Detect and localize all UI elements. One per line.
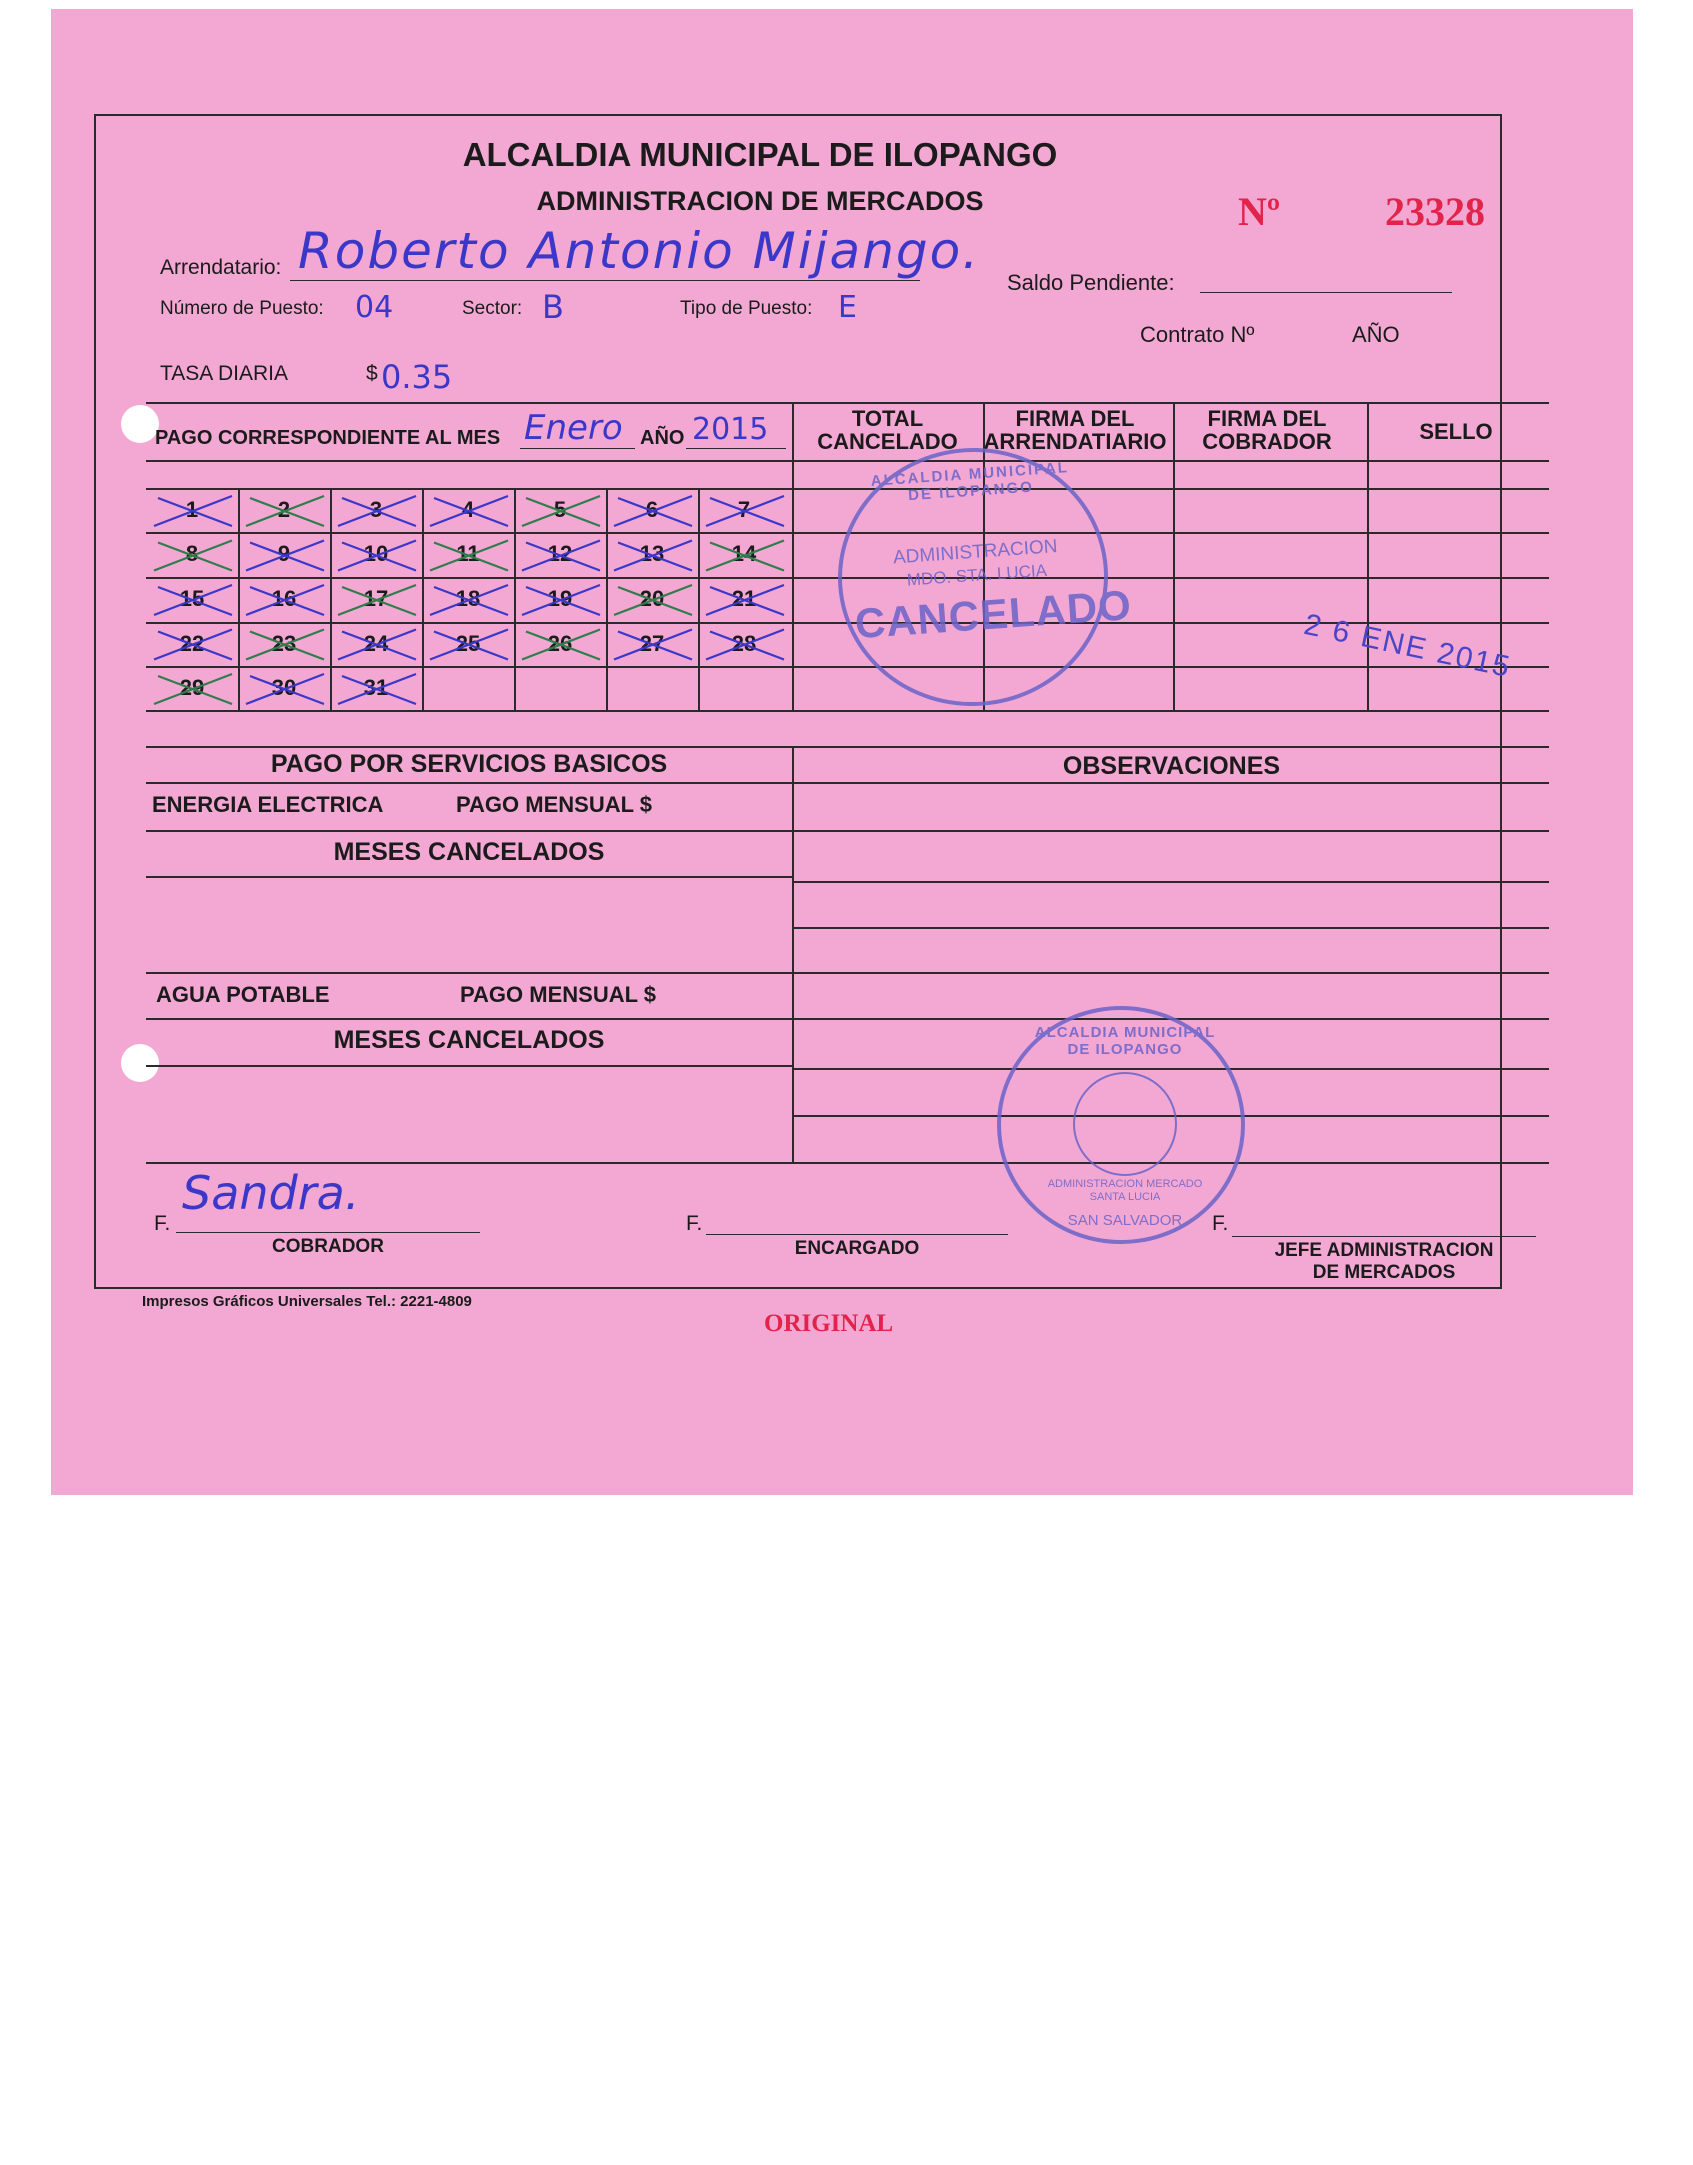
services-top-line	[146, 746, 1549, 748]
municipal-seal-ring-text: ALCALDIA MUNICIPAL DE ILOPANGO	[1034, 1024, 1216, 1058]
energia-label: ENERGIA ELECTRICA	[152, 792, 384, 817]
services-line-1	[146, 830, 1549, 832]
cancelado-stamp-center: CANCELADO	[853, 581, 1134, 648]
day-cell: 24	[363, 631, 389, 656]
day-cell: 20	[639, 586, 665, 611]
services-line-2	[146, 876, 792, 878]
day-cell: 30	[271, 675, 297, 700]
tasa-label: TASA DIARIA	[160, 362, 288, 385]
arrendatario-underline	[290, 280, 920, 281]
day-cell: 1	[185, 497, 199, 522]
day-crossout-marks	[146, 488, 796, 710]
day-cell: 12	[547, 541, 573, 566]
day-crossout-stroke	[342, 632, 416, 660]
col-total-cancelado: TOTAL CANCELADO	[817, 406, 958, 454]
municipal-seal-emblem	[1073, 1072, 1177, 1176]
day-cell: 21	[731, 586, 757, 611]
day-crossout-stroke	[434, 498, 508, 526]
day-crossout-stroke	[710, 587, 784, 615]
grid-v-4	[1367, 402, 1369, 710]
puesto-label: Número de Puesto:	[160, 298, 324, 319]
signature-f2: F.	[686, 1212, 703, 1235]
cobrador-label: COBRADOR	[272, 1236, 384, 1257]
day-cell: 15	[179, 586, 205, 611]
day-crossout-stroke	[434, 632, 508, 660]
original-label: ORIGINAL	[764, 1310, 894, 1337]
mes-underline	[520, 448, 635, 449]
puesto-value: 04	[355, 290, 394, 325]
day-cell: 27	[639, 631, 665, 656]
observaciones-title: OBSERVACIONES	[1062, 752, 1281, 780]
day-cell: 22	[179, 631, 205, 656]
agua-pago: PAGO MENSUAL $	[460, 982, 656, 1007]
day-cell: 11	[456, 541, 480, 566]
day-crossout-stroke	[526, 632, 600, 660]
day-crossout-stroke	[342, 587, 416, 615]
arrendatario-label: Arrendatario:	[160, 256, 282, 279]
encargado-label: ENCARGADO	[794, 1238, 920, 1259]
day-cell: 6	[645, 497, 659, 522]
payment-top-line	[146, 402, 1549, 404]
services-title-line	[146, 782, 1549, 784]
day-cell: 4	[461, 497, 475, 522]
grid-h-5	[146, 710, 1549, 712]
cobrador-signature: Sandra.	[182, 1166, 360, 1220]
day-crossout-stroke	[618, 498, 692, 526]
day-crossout-stroke	[158, 587, 232, 615]
day-crossout-stroke	[526, 498, 600, 526]
day-crossout-stroke	[434, 587, 508, 615]
jefe-label-2: DE MERCADOS	[1312, 1262, 1456, 1283]
day-cell: 18	[455, 586, 481, 611]
receipt-number-label: Nº	[1238, 189, 1281, 234]
ano-label: AÑO	[640, 427, 685, 449]
day-crossout-stroke	[434, 543, 508, 571]
services-title: PAGO POR SERVICIOS BASICOS	[270, 750, 668, 778]
sector-label: Sector:	[462, 298, 523, 319]
agua-label: AGUA POTABLE	[156, 982, 330, 1007]
printer-credit: Impresos Gráficos Universales Tel.: 2221-4809	[142, 1293, 472, 1310]
obs-line-1	[792, 881, 1549, 883]
day-cell: 3	[369, 497, 383, 522]
col-firma-cobrador: FIRMA DEL COBRADOR	[1202, 406, 1332, 454]
day-cell: 10	[363, 541, 389, 566]
receipt-number: 23328	[1385, 189, 1485, 234]
day-crossout-stroke	[526, 543, 600, 571]
day-crossout-stroke	[250, 676, 324, 704]
day-crossout-stroke	[618, 632, 692, 660]
municipal-seal-inner-text: ADMINISTRACION MERCADO SANTA LUCIA	[1047, 1178, 1203, 1203]
tasa-value: 0.35	[381, 358, 453, 396]
col-firma-arrendatario: FIRMA DEL ARRENDATIARIO	[983, 406, 1167, 454]
day-cell: 29	[179, 675, 205, 700]
cobrador-line	[176, 1232, 480, 1233]
day-crossout-stroke	[710, 632, 784, 660]
energia-pago: PAGO MENSUAL $	[456, 792, 652, 817]
contrato-label: Contrato Nº	[1140, 322, 1255, 347]
encargado-line	[706, 1234, 1008, 1235]
day-crossout-stroke	[342, 543, 416, 571]
tipo-value: E	[838, 290, 857, 325]
signature-f3: F.	[1212, 1212, 1229, 1235]
day-crossout-stroke	[342, 676, 416, 704]
services-divider	[792, 746, 794, 1162]
day-cell: 26	[547, 631, 573, 656]
date-stamp: 2 6 ENE 2015	[1301, 608, 1515, 685]
day-crossout-stroke	[158, 676, 232, 704]
tasa-currency: $	[366, 362, 378, 385]
services-line-3	[146, 972, 1549, 974]
day-crossout-stroke	[618, 587, 692, 615]
saldo-underline	[1200, 292, 1452, 293]
day-cell: 31	[363, 675, 389, 700]
day-crossout-stroke	[526, 587, 600, 615]
col-sello: SELLO	[1419, 419, 1493, 444]
day-cell: 8	[185, 541, 199, 566]
municipal-seal-stamp	[997, 1006, 1245, 1244]
day-crossout-stroke	[158, 498, 232, 526]
day-cell: 19	[547, 586, 573, 611]
day-crossout-stroke	[158, 632, 232, 660]
saldo-label: Saldo Pendiente:	[1007, 270, 1175, 295]
day-cell: 17	[363, 586, 389, 611]
day-cell: 9	[277, 541, 291, 566]
day-cell: 14	[731, 541, 757, 566]
mes-label: PAGO CORRESPONDIENTE AL MES	[155, 427, 501, 449]
day-crossout-stroke	[342, 498, 416, 526]
day-crossout-stroke	[250, 498, 324, 526]
day-crossout-stroke	[250, 543, 324, 571]
header-subtitle: ADMINISTRACION DE MERCADOS	[536, 186, 984, 216]
day-crossout-stroke	[250, 632, 324, 660]
payment-header-bottom-line	[146, 460, 1549, 462]
cancelado-stamp-ring-text: ALCALDIA MUNICIPAL DE ILOPANGO	[870, 459, 1070, 505]
meses-cancelados-2: MESES CANCELADOS	[333, 1026, 605, 1054]
day-cell: 7	[737, 497, 751, 522]
arrendatario-value: Roberto Antonio Mijango.	[298, 222, 981, 280]
day-crossout-stroke	[710, 543, 784, 571]
day-cell: 23	[271, 631, 297, 656]
day-crossout-stroke	[250, 587, 324, 615]
contrato-ano-label: AÑO	[1352, 322, 1400, 347]
signature-f1: F.	[154, 1212, 171, 1235]
cancelado-stamp-line1: ADMINISTRACION	[892, 536, 1059, 569]
tipo-label: Tipo de Puesto:	[680, 298, 813, 319]
day-cell: 28	[731, 631, 757, 656]
mes-value: Enero	[524, 408, 623, 448]
services-bottom-line	[146, 1162, 1549, 1164]
day-cell: 25	[455, 631, 481, 656]
header-title: ALCALDIA MUNICIPAL DE ILOPANGO	[462, 136, 1058, 173]
jefe-label-1: JEFE ADMINISTRACION	[1274, 1240, 1494, 1261]
cancelado-stamp-line2: MDO. STA. LUCIA	[906, 560, 1048, 590]
ano-value: 2015	[692, 412, 769, 447]
day-cell: 2	[277, 497, 291, 522]
sector-value: B	[542, 288, 564, 326]
obs-line-2	[792, 927, 1549, 929]
services-line-4	[146, 1018, 1549, 1020]
jefe-line	[1232, 1236, 1536, 1237]
day-cell: 5	[553, 497, 567, 522]
day-crossout-stroke	[618, 543, 692, 571]
day-cell: 13	[639, 541, 665, 566]
day-cell: 16	[271, 586, 297, 611]
services-line-5	[146, 1065, 792, 1067]
day-crossout-stroke	[710, 498, 784, 526]
grid-v-3	[1173, 402, 1175, 710]
day-crossout-stroke	[158, 543, 232, 571]
meses-cancelados-1: MESES CANCELADOS	[333, 838, 605, 866]
ano-underline	[686, 448, 786, 449]
municipal-seal-bottom-text: SAN SALVADOR	[1067, 1212, 1183, 1229]
